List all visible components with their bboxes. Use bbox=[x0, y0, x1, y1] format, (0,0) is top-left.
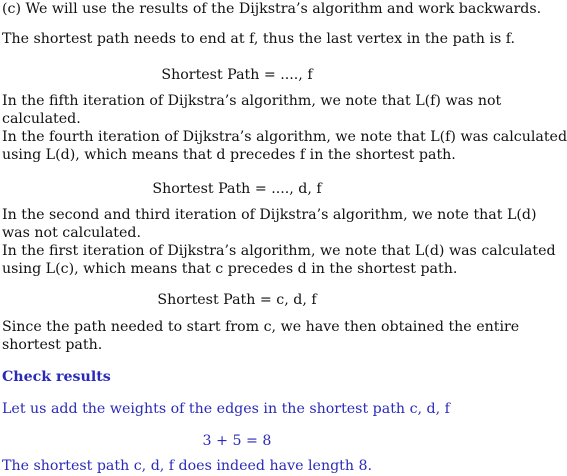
equation-path-1: Shortest Path = ...., f bbox=[161, 67, 313, 83]
equation-path-2: Shortest Path = ...., d, f bbox=[152, 181, 322, 197]
second-third-iteration-line-2: was not calculated. bbox=[2, 225, 141, 241]
since-line-2: shortest path. bbox=[2, 337, 103, 353]
second-third-iteration-line-1: In the second and third iteration of Dijkstra’s algorithm, we note that L(d) bbox=[2, 207, 537, 223]
fourth-iteration-line-1: In the fourth iteration of Dijkstra’s algorithm, we note that L(f) was calculated bbox=[2, 129, 567, 145]
intro-line: (c) We will use the results of the Dijkstra’s algorithm and work backwards. bbox=[2, 1, 542, 17]
sum-equation: 3 + 5 = 8 bbox=[202, 433, 272, 449]
add-weights-line: Let us add the weights of the edges in the shortest path c, d, f bbox=[2, 401, 450, 417]
equation-path-3: Shortest Path = c, d, f bbox=[157, 292, 317, 308]
first-iteration-line-1: In the first iteration of Dijkstra’s algorithm, we note that L(d) was calculated bbox=[2, 243, 556, 259]
since-line-1: Since the path needed to start from c, we have then obtained the entire bbox=[2, 319, 520, 335]
conclusion-line: The shortest path c, d, f does indeed have length 8. bbox=[2, 458, 373, 474]
fifth-iteration-line-1: In the fifth iteration of Dijkstra’s algorithm, we note that L(f) was not bbox=[2, 93, 502, 109]
fifth-iteration-line-2: calculated. bbox=[2, 111, 81, 127]
first-iteration-line-2: using L(c), which means that c precedes d in the shortest path. bbox=[2, 261, 458, 277]
fourth-iteration-line-2: using L(d), which means that d precedes f in the shortest path. bbox=[2, 147, 456, 163]
check-results-heading: Check results bbox=[2, 369, 111, 385]
end-vertex-line: The shortest path needs to end at f, thus the last vertex in the path is f. bbox=[2, 31, 516, 47]
